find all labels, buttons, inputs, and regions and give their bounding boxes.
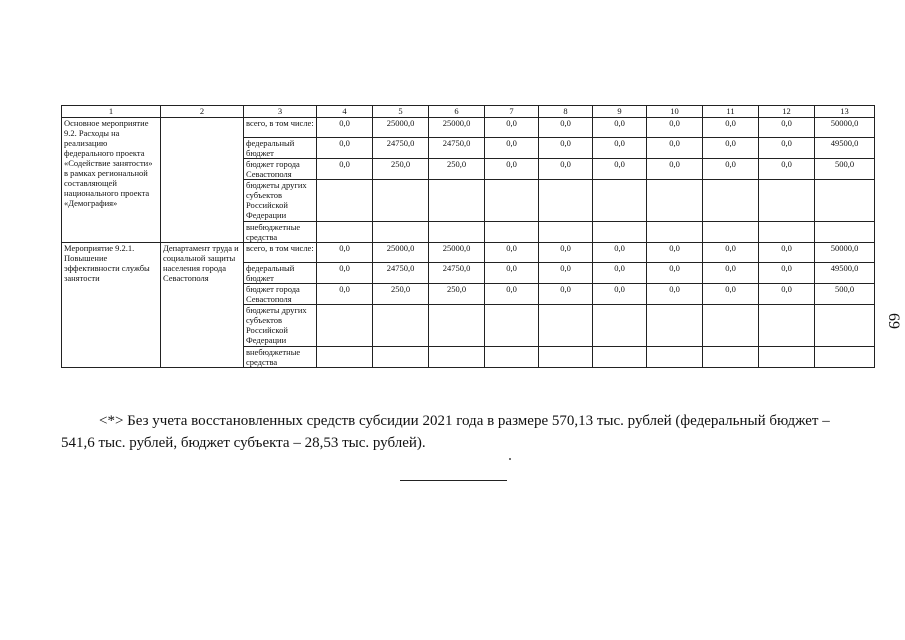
value-cell: 0,0 <box>317 118 373 138</box>
column-number-1: 1 <box>62 106 161 118</box>
funding-source-cell: внебюджетные средства <box>244 347 317 368</box>
value-cell <box>373 180 429 222</box>
column-number-12: 12 <box>759 106 815 118</box>
value-cell <box>485 180 539 222</box>
value-cell <box>593 222 647 243</box>
value-cell: 0,0 <box>703 284 759 305</box>
value-cell: 0,0 <box>647 263 703 284</box>
value-cell: 0,0 <box>593 263 647 284</box>
value-cell: 0,0 <box>593 159 647 180</box>
value-cell <box>317 180 373 222</box>
value-cell: 25000,0 <box>429 243 485 263</box>
value-cell: 0,0 <box>647 284 703 305</box>
value-cell: 24750,0 <box>429 263 485 284</box>
funding-source-cell: бюджет города Севастополя <box>244 159 317 180</box>
value-cell <box>429 180 485 222</box>
value-cell <box>317 222 373 243</box>
value-cell <box>485 305 539 347</box>
value-cell: 0,0 <box>703 118 759 138</box>
budget-table <box>61 105 875 368</box>
column-number-11: 11 <box>703 106 759 118</box>
value-cell: 25000,0 <box>373 243 429 263</box>
value-cell: 0,0 <box>703 159 759 180</box>
value-cell <box>815 222 875 243</box>
value-cell <box>647 347 703 368</box>
value-cell <box>485 347 539 368</box>
value-cell <box>429 305 485 347</box>
funding-source-cell: федеральный бюджет <box>244 263 317 284</box>
value-cell <box>593 305 647 347</box>
stray-mark <box>509 458 511 460</box>
value-cell <box>647 180 703 222</box>
value-cell: 25000,0 <box>373 118 429 138</box>
value-cell <box>815 180 875 222</box>
value-cell: 0,0 <box>759 159 815 180</box>
value-cell: 0,0 <box>485 243 539 263</box>
value-cell: 0,0 <box>593 243 647 263</box>
column-number-2: 2 <box>161 106 244 118</box>
value-cell <box>759 180 815 222</box>
value-cell: 0,0 <box>539 243 593 263</box>
value-cell <box>539 347 593 368</box>
funding-source-cell: внебюджетные средства <box>244 222 317 243</box>
value-cell <box>429 222 485 243</box>
table-row <box>62 243 875 263</box>
value-cell <box>593 180 647 222</box>
value-cell: 0,0 <box>539 263 593 284</box>
column-number-10: 10 <box>647 106 703 118</box>
column-number-8: 8 <box>539 106 593 118</box>
value-cell: 0,0 <box>485 159 539 180</box>
value-cell <box>759 347 815 368</box>
value-cell: 500,0 <box>815 284 875 305</box>
value-cell <box>539 305 593 347</box>
value-cell: 0,0 <box>593 138 647 159</box>
value-cell <box>317 347 373 368</box>
value-cell: 0,0 <box>539 138 593 159</box>
value-cell: 0,0 <box>539 118 593 138</box>
value-cell: 49500,0 <box>815 263 875 284</box>
value-cell <box>539 180 593 222</box>
value-cell: 0,0 <box>317 159 373 180</box>
column-number-13: 13 <box>815 106 875 118</box>
value-cell: 0,0 <box>317 243 373 263</box>
value-cell: 0,0 <box>539 284 593 305</box>
value-cell <box>647 222 703 243</box>
page-number: 69 <box>885 313 902 329</box>
value-cell: 0,0 <box>485 263 539 284</box>
value-cell: 0,0 <box>759 138 815 159</box>
value-cell: 50000,0 <box>815 118 875 138</box>
funding-source-cell: бюджеты других субъектов Российской Федерации <box>244 305 317 347</box>
footnote: <*> Без учета восстановленных средств субсидии 2021 года в размере 570,13 тыс. рублей (федеральный бюджет – 541,6 тыс. рублей, бюджет субъекта – 28,53 тыс. рублей). <box>61 413 830 451</box>
value-cell <box>647 305 703 347</box>
value-cell <box>593 347 647 368</box>
value-cell: 0,0 <box>759 243 815 263</box>
funding-source-cell: всего, в том числе: <box>244 243 317 263</box>
value-cell: 0,0 <box>703 263 759 284</box>
value-cell <box>373 347 429 368</box>
value-cell <box>317 305 373 347</box>
executor-cell: Департамент труда и социальной защиты населения города Севастополя <box>161 243 244 368</box>
value-cell <box>539 222 593 243</box>
value-cell <box>815 305 875 347</box>
value-cell: 0,0 <box>317 284 373 305</box>
value-cell: 0,0 <box>317 138 373 159</box>
value-cell <box>485 222 539 243</box>
value-cell <box>703 347 759 368</box>
value-cell: 0,0 <box>703 138 759 159</box>
value-cell: 500,0 <box>815 159 875 180</box>
value-cell <box>815 347 875 368</box>
value-cell: 0,0 <box>539 159 593 180</box>
table-body <box>62 106 875 368</box>
value-cell <box>429 347 485 368</box>
activity-title-cell: Основное мероприятие 9.2. Расходы на реализацию федерального проекта «Содействие занятости» в рамках региональной составляющей национального проекта «Демография» <box>62 118 161 243</box>
value-cell <box>373 222 429 243</box>
value-cell: 0,0 <box>759 284 815 305</box>
value-cell: 0,0 <box>647 243 703 263</box>
table-row <box>62 118 875 138</box>
value-cell: 0,0 <box>647 118 703 138</box>
column-number-7: 7 <box>485 106 539 118</box>
value-cell: 0,0 <box>759 263 815 284</box>
value-cell: 0,0 <box>703 243 759 263</box>
column-number-4: 4 <box>317 106 373 118</box>
value-cell <box>703 305 759 347</box>
value-cell: 0,0 <box>317 263 373 284</box>
value-cell: 0,0 <box>485 118 539 138</box>
value-cell: 0,0 <box>593 284 647 305</box>
executor-cell <box>161 118 244 243</box>
value-cell <box>759 305 815 347</box>
value-cell: 0,0 <box>647 138 703 159</box>
value-cell: 0,0 <box>593 118 647 138</box>
value-cell: 24750,0 <box>373 263 429 284</box>
value-cell: 49500,0 <box>815 138 875 159</box>
value-cell <box>703 180 759 222</box>
value-cell: 50000,0 <box>815 243 875 263</box>
value-cell: 250,0 <box>373 159 429 180</box>
value-cell: 250,0 <box>429 159 485 180</box>
column-number-9: 9 <box>593 106 647 118</box>
value-cell: 250,0 <box>429 284 485 305</box>
funding-source-cell: бюджеты других субъектов Российской Федерации <box>244 180 317 222</box>
value-cell: 250,0 <box>373 284 429 305</box>
funding-source-cell: всего, в том числе: <box>244 118 317 138</box>
column-number-3: 3 <box>244 106 317 118</box>
column-number-row <box>62 106 875 118</box>
value-cell: 0,0 <box>485 284 539 305</box>
value-cell <box>759 222 815 243</box>
value-cell <box>703 222 759 243</box>
funding-source-cell: бюджет города Севастополя <box>244 284 317 305</box>
value-cell: 25000,0 <box>429 118 485 138</box>
value-cell: 0,0 <box>647 159 703 180</box>
value-cell: 0,0 <box>485 138 539 159</box>
value-cell: 24750,0 <box>373 138 429 159</box>
funding-source-cell: федеральный бюджет <box>244 138 317 159</box>
value-cell <box>373 305 429 347</box>
column-number-5: 5 <box>373 106 429 118</box>
column-number-6: 6 <box>429 106 485 118</box>
value-cell: 24750,0 <box>429 138 485 159</box>
activity-title-cell: Мероприятие 9.2.1. Повышение эффективности службы занятости <box>62 243 161 368</box>
separator-line <box>400 480 507 481</box>
value-cell: 0,0 <box>759 118 815 138</box>
